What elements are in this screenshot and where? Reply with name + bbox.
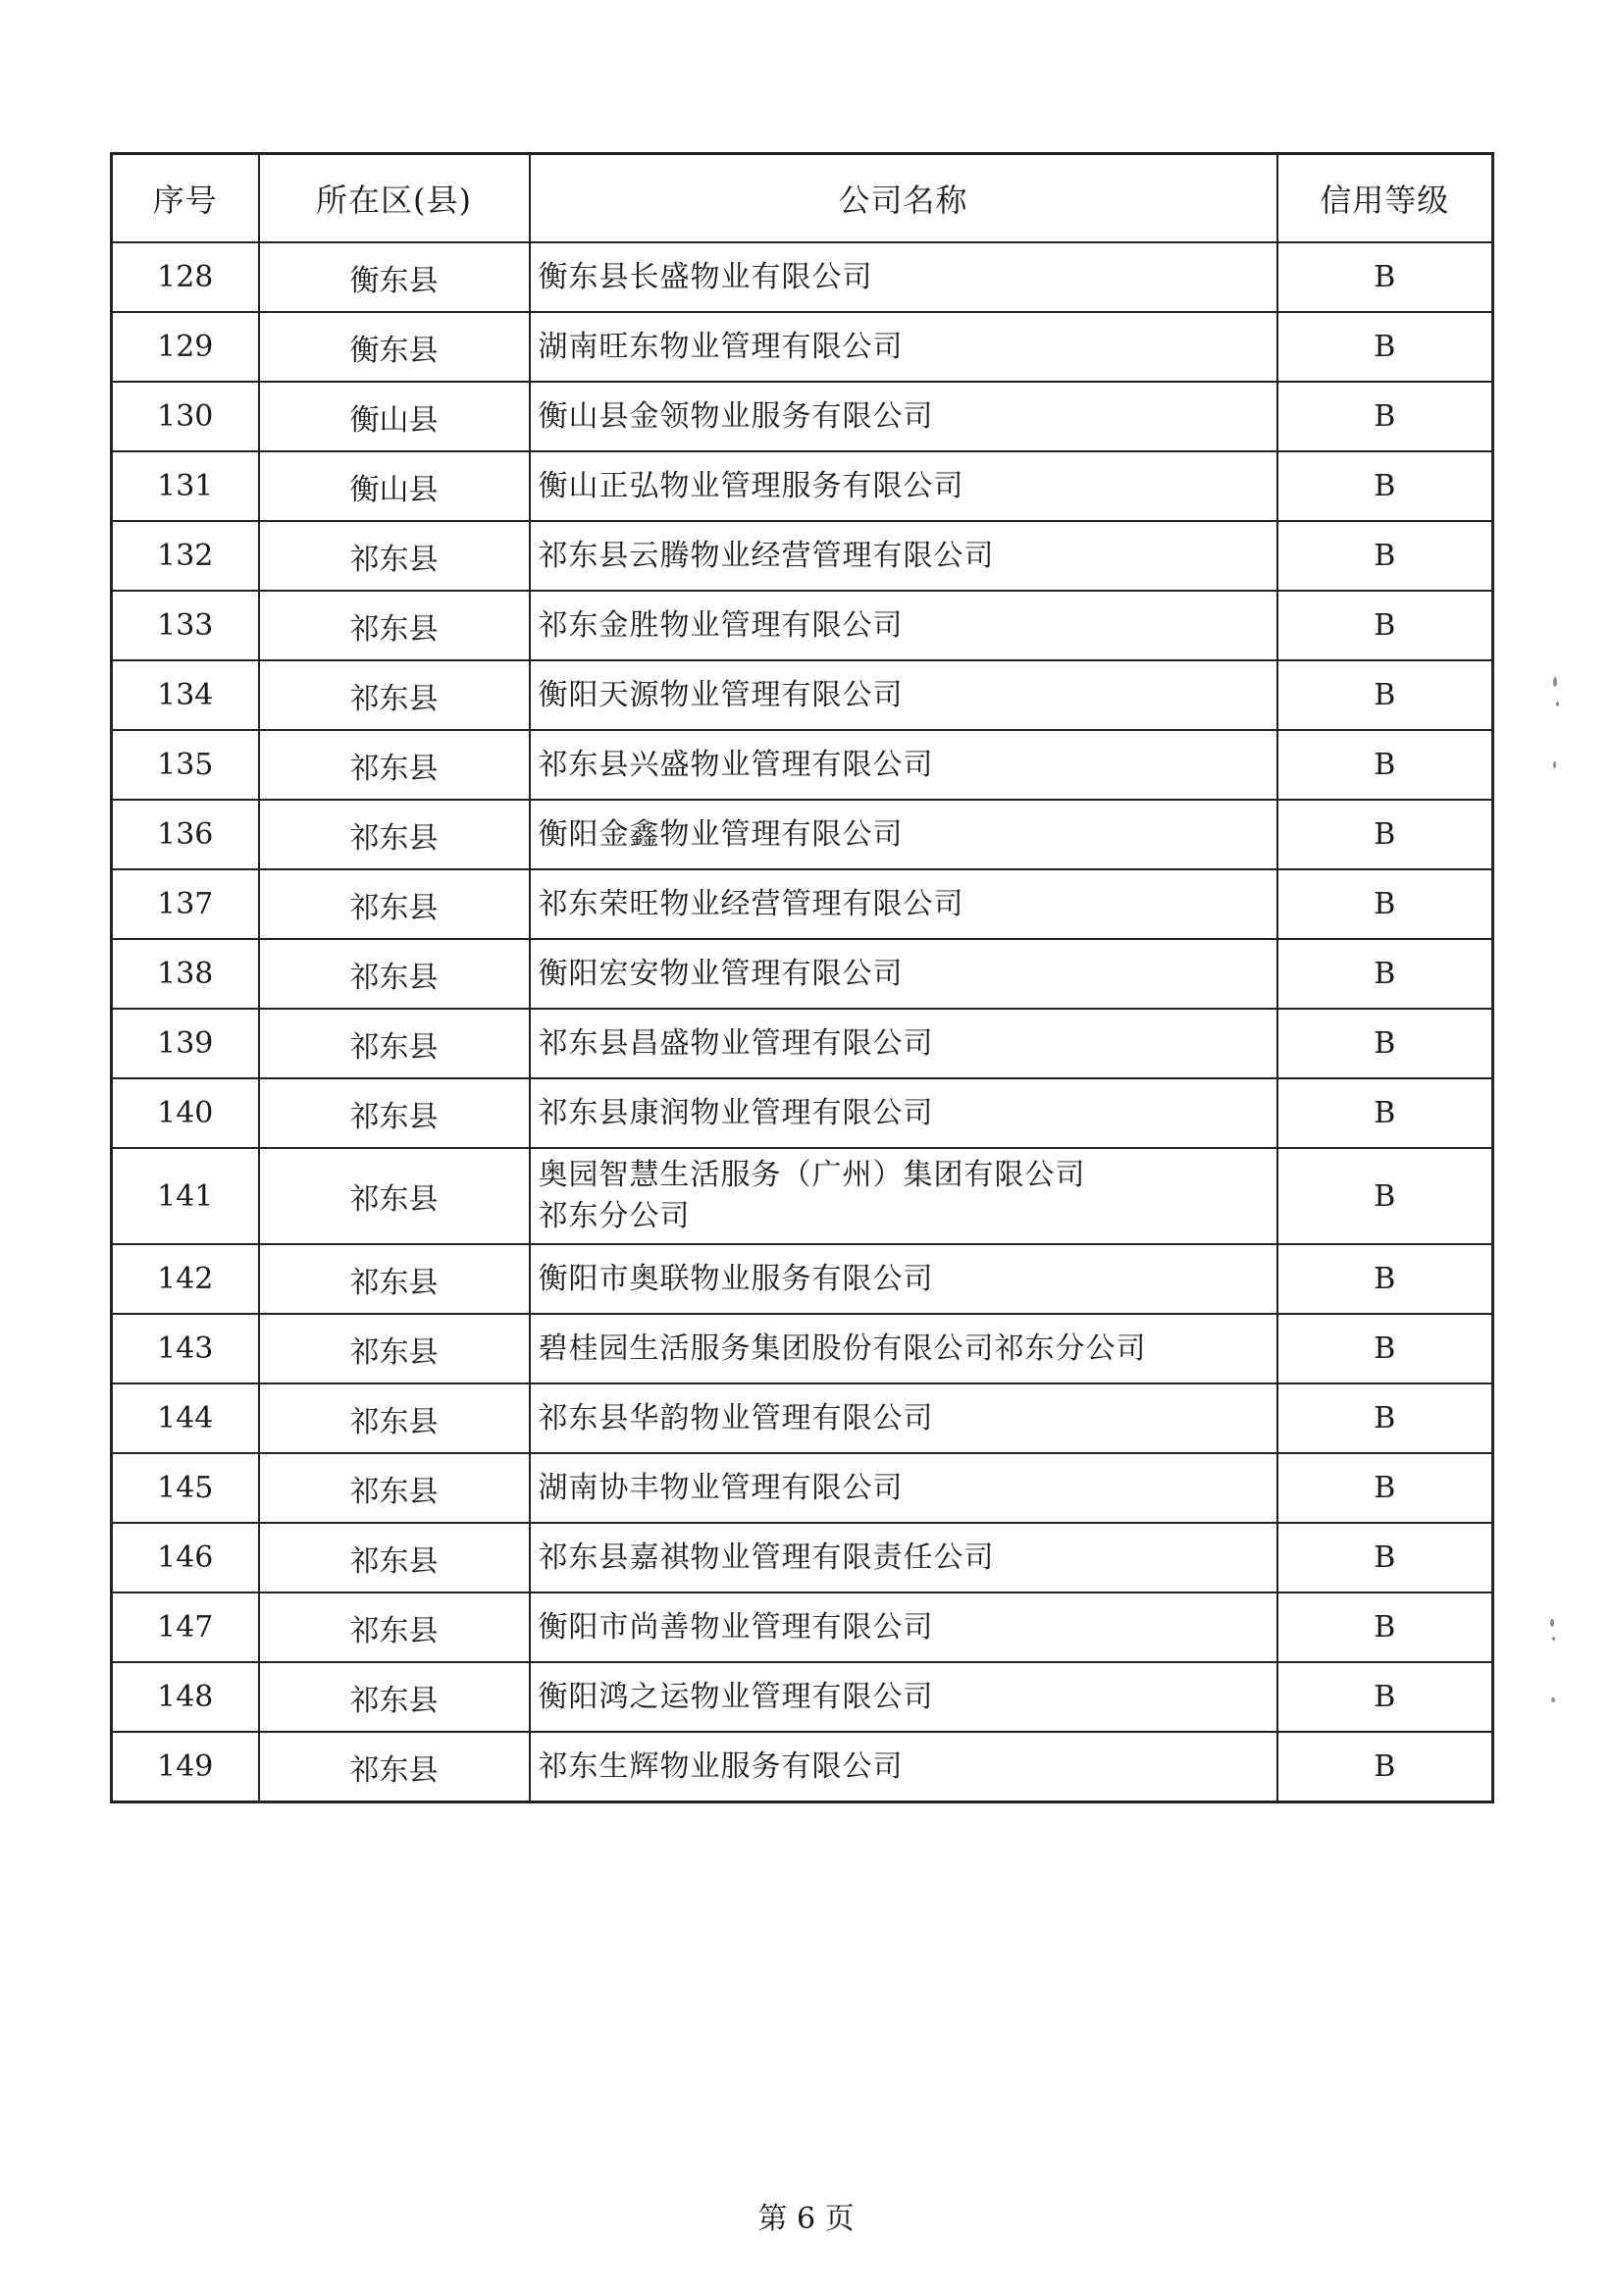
table-row	[112, 1383, 1493, 1453]
row-district: 祁东县	[259, 1662, 530, 1732]
row-district: 祁东县	[259, 1244, 530, 1314]
row-district: 祁东县	[259, 1592, 530, 1662]
row-credit-grade: B	[1277, 1592, 1493, 1662]
row-district: 祁东县	[259, 1009, 530, 1078]
row-district: 祁东县	[259, 730, 530, 800]
table-row	[112, 1244, 1493, 1314]
row-district: 祁东县	[259, 1732, 530, 1802]
row-district: 祁东县	[259, 1148, 530, 1244]
row-district: 衡东县	[259, 312, 530, 382]
row-company-name: 衡阳市奥联物业服务有限公司	[530, 1244, 1277, 1314]
row-company-name: 祁东县云腾物业经营管理有限公司	[530, 521, 1277, 591]
row-credit-grade: B	[1277, 382, 1493, 451]
row-credit-grade: B	[1277, 591, 1493, 660]
row-district: 祁东县	[259, 660, 530, 730]
row-district: 祁东县	[259, 1523, 530, 1592]
header-serial-number: 序号	[112, 154, 259, 243]
row-credit-grade: B	[1277, 730, 1493, 800]
row-credit-grade: B	[1277, 869, 1493, 939]
header-company-name: 公司名称	[530, 154, 1277, 243]
row-credit-grade: B	[1277, 1314, 1493, 1383]
row-company-name: 祁东县嘉祺物业管理有限责任公司	[530, 1523, 1277, 1592]
row-company-name: 衡阳金鑫物业管理有限公司	[530, 800, 1277, 869]
credit-rating-table	[110, 152, 1494, 1803]
row-number: 146	[112, 1523, 259, 1592]
table-row	[112, 312, 1493, 382]
row-credit-grade: B	[1277, 312, 1493, 382]
row-number: 149	[112, 1732, 259, 1802]
header-district: 所在区(县)	[259, 154, 530, 243]
table-row	[112, 1314, 1493, 1383]
table-row	[112, 1592, 1493, 1662]
row-number: 128	[112, 242, 259, 312]
row-company-name: 衡阳天源物业管理有限公司	[530, 660, 1277, 730]
scan-speck	[1556, 702, 1559, 706]
table-header-row	[112, 154, 1493, 243]
row-credit-grade: B	[1277, 1078, 1493, 1148]
table-row	[112, 242, 1493, 312]
table-row	[112, 451, 1493, 521]
row-credit-grade: B	[1277, 939, 1493, 1009]
row-company-name: 衡阳鸿之运物业管理有限公司	[530, 1662, 1277, 1732]
table-row	[112, 1453, 1493, 1523]
row-number: 137	[112, 869, 259, 939]
row-credit-grade: B	[1277, 800, 1493, 869]
company-name-line-2: 祁东分公司	[538, 1199, 691, 1233]
row-company-name: 祁东县昌盛物业管理有限公司	[530, 1009, 1277, 1078]
row-number: 138	[112, 939, 259, 1009]
table-row	[112, 1078, 1493, 1148]
row-district: 衡山县	[259, 382, 530, 451]
table-row	[112, 1148, 1493, 1244]
table-row	[112, 1662, 1493, 1732]
table-row	[112, 800, 1493, 869]
row-company-name: 衡山正弘物业管理服务有限公司	[530, 451, 1277, 521]
scan-speck	[1553, 677, 1557, 687]
row-district: 祁东县	[259, 521, 530, 591]
row-district: 衡山县	[259, 451, 530, 521]
row-number: 143	[112, 1314, 259, 1383]
row-credit-grade: B	[1277, 1244, 1493, 1314]
row-credit-grade: B	[1277, 1453, 1493, 1523]
row-number: 133	[112, 591, 259, 660]
table-row	[112, 730, 1493, 800]
row-company-name: 祁东生辉物业服务有限公司	[530, 1732, 1277, 1802]
table-row	[112, 1009, 1493, 1078]
row-number: 139	[112, 1009, 259, 1078]
header-credit-grade: 信用等级	[1277, 154, 1493, 243]
row-credit-grade: B	[1277, 1383, 1493, 1453]
row-company-name: 祁东县华韵物业管理有限公司	[530, 1383, 1277, 1453]
table-row	[112, 1732, 1493, 1802]
row-district: 祁东县	[259, 1314, 530, 1383]
table-row	[112, 660, 1493, 730]
row-number: 147	[112, 1592, 259, 1662]
row-company-name: 碧桂园生活服务集团股份有限公司祁东分公司	[530, 1314, 1277, 1383]
row-company-name: 祁东县兴盛物业管理有限公司	[530, 730, 1277, 800]
row-credit-grade: B	[1277, 451, 1493, 521]
row-number: 145	[112, 1453, 259, 1523]
row-credit-grade: B	[1277, 660, 1493, 730]
table-row	[112, 869, 1493, 939]
row-credit-grade: B	[1277, 1662, 1493, 1732]
row-credit-grade: B	[1277, 1523, 1493, 1592]
row-number: 130	[112, 382, 259, 451]
scan-speck	[1550, 1619, 1554, 1627]
row-number: 131	[112, 451, 259, 521]
row-number: 134	[112, 660, 259, 730]
row-company-name: 湖南旺东物业管理有限公司	[530, 312, 1277, 382]
row-number: 132	[112, 521, 259, 591]
scan-speck	[1552, 1637, 1555, 1641]
row-district: 祁东县	[259, 591, 530, 660]
row-company-name	[530, 1148, 1277, 1244]
row-number: 148	[112, 1662, 259, 1732]
row-number: 129	[112, 312, 259, 382]
row-number: 141	[112, 1148, 259, 1244]
table-row	[112, 382, 1493, 451]
row-company-name: 祁东县康润物业管理有限公司	[530, 1078, 1277, 1148]
page-number: 第 6 页	[757, 2202, 855, 2236]
table-row	[112, 591, 1493, 660]
row-company-name: 衡东县长盛物业有限公司	[530, 242, 1277, 312]
table-row	[112, 521, 1493, 591]
row-credit-grade: B	[1277, 521, 1493, 591]
table-row	[112, 939, 1493, 1009]
row-number: 142	[112, 1244, 259, 1314]
row-credit-grade: B	[1277, 1009, 1493, 1078]
row-district: 祁东县	[259, 800, 530, 869]
row-company-name: 衡阳市尚善物业管理有限公司	[530, 1592, 1277, 1662]
table-row	[112, 1523, 1493, 1592]
row-district: 祁东县	[259, 1453, 530, 1523]
company-name-line-1: 奥园智慧生活服务（广州）集团有限公司	[538, 1158, 1086, 1192]
row-company-name: 湖南协丰物业管理有限公司	[530, 1453, 1277, 1523]
row-company-name: 祁东金胜物业管理有限公司	[530, 591, 1277, 660]
row-district: 祁东县	[259, 1383, 530, 1453]
row-number: 135	[112, 730, 259, 800]
row-district: 衡东县	[259, 242, 530, 312]
row-credit-grade: B	[1277, 1732, 1493, 1802]
row-company-name: 衡山县金领物业服务有限公司	[530, 382, 1277, 451]
scan-speck	[1553, 761, 1556, 768]
row-district: 祁东县	[259, 869, 530, 939]
row-company-name: 祁东荣旺物业经营管理有限公司	[530, 869, 1277, 939]
row-credit-grade: B	[1277, 242, 1493, 312]
row-number: 140	[112, 1078, 259, 1148]
row-company-name: 衡阳宏安物业管理有限公司	[530, 939, 1277, 1009]
row-credit-grade: B	[1277, 1148, 1493, 1244]
row-district: 祁东县	[259, 939, 530, 1009]
row-district: 祁东县	[259, 1078, 530, 1148]
scan-speck	[1551, 1697, 1555, 1702]
row-number: 144	[112, 1383, 259, 1453]
row-number: 136	[112, 800, 259, 869]
